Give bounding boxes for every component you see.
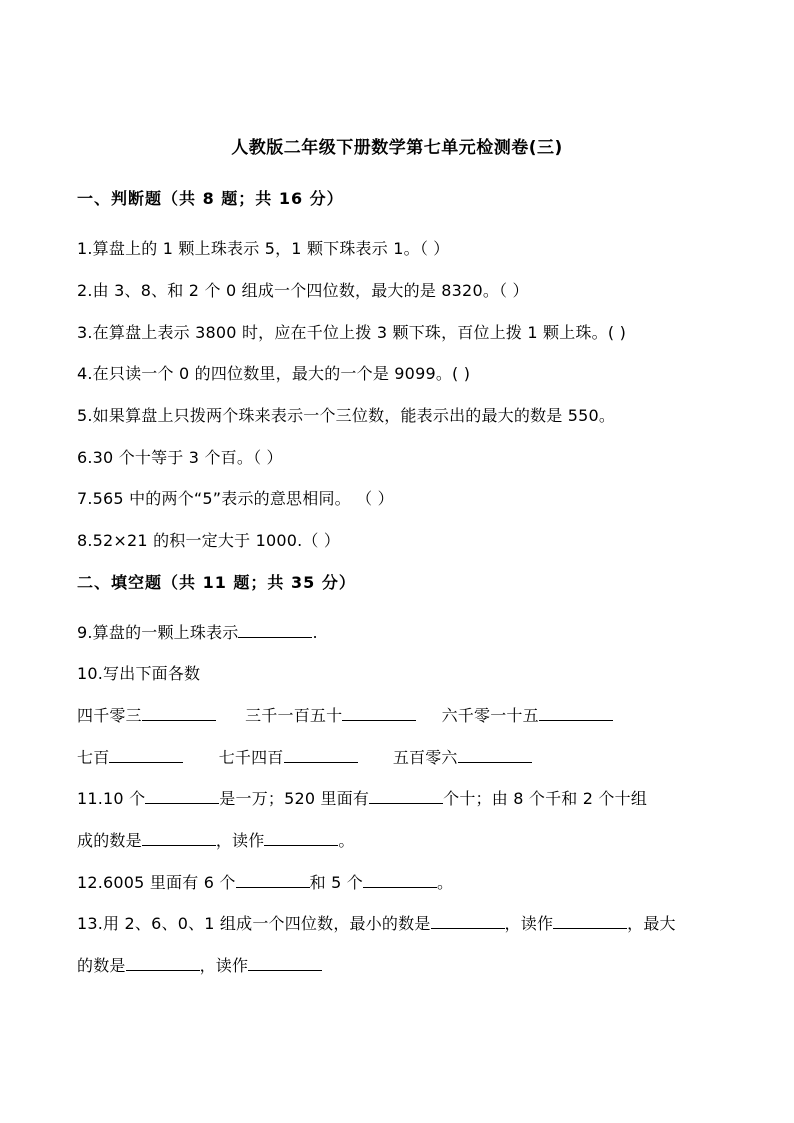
answer-blank[interactable]	[284, 748, 358, 763]
question-5: 5.如果算盘上只拨两个珠来表示一个三位数，能表示出的最大的数是 550。	[77, 406, 616, 425]
question-7: 7.565 中的两个“5”表示的意思相同。 （ ）	[77, 489, 394, 508]
number-word: 三千一百五十	[245, 706, 343, 725]
question-12-text: 和 5 个	[309, 873, 363, 892]
answer-blank[interactable]	[342, 706, 416, 721]
question-2: 2.由 3、8、和 2 个 0 组成一个四位数，最大的是 8320。（ ）	[77, 281, 529, 300]
answer-blank[interactable]	[238, 623, 312, 638]
answer-blank[interactable]	[363, 873, 437, 888]
number-word: 六千零一十五	[441, 706, 539, 725]
answer-blank[interactable]	[539, 706, 613, 721]
question-11-text: 。	[338, 831, 355, 850]
question-6: 6.30 个十等于 3 个百。（ ）	[77, 448, 283, 467]
question-10-heading: 10.写出下面各数	[77, 664, 201, 683]
question-12-text: 12.6005 里面有 6 个	[77, 873, 236, 892]
question-13-text: 13.用 2、6、0、1 组成一个四位数，最小的数是	[77, 914, 431, 933]
section-heading-judgement: 一、判断题（共 8 题；共 16 分）	[77, 189, 344, 208]
question-13-text: 的数是	[77, 956, 126, 975]
question-11-text: ，读作	[215, 831, 265, 850]
question-9-text: 9.算盘的一颗上珠表示	[77, 623, 239, 642]
question-13-line-1	[77, 911, 676, 934]
number-word-item	[442, 703, 613, 726]
question-9-suffix: .	[312, 623, 318, 642]
question-10-row-1	[77, 703, 613, 726]
answer-blank[interactable]	[264, 831, 338, 846]
answer-blank[interactable]	[553, 914, 627, 929]
answer-blank[interactable]	[431, 914, 505, 929]
answer-blank[interactable]	[126, 956, 200, 971]
answer-blank[interactable]	[458, 748, 532, 763]
question-8: 8.52×21 的积一定大于 1000.（ ）	[77, 531, 341, 550]
number-word-item	[393, 745, 532, 768]
question-12-text: 。	[436, 873, 454, 892]
question-11-text: 成的数是	[77, 831, 142, 850]
answer-blank[interactable]	[236, 873, 310, 888]
number-word: 四千零三	[77, 706, 142, 725]
page-title: 人教版二年级下册数学第七单元检测卷(三)	[231, 138, 563, 158]
number-word-item	[219, 745, 358, 768]
number-word-item	[77, 745, 183, 768]
number-word: 七千四百	[218, 748, 284, 767]
question-3: 3.在算盘上表示 3800 时，应在千位上拨 3 颗下珠，百位上拨 1 颗上珠。( )	[77, 323, 627, 342]
question-11-text: 11.10 个	[77, 789, 146, 808]
answer-blank[interactable]	[142, 831, 216, 846]
question-13-text: ，最大	[627, 914, 676, 933]
question-11-text: 是一万；520 里面有	[219, 789, 370, 808]
answer-blank[interactable]	[145, 789, 219, 804]
number-word: 五百零六	[392, 748, 458, 767]
question-9	[77, 620, 318, 643]
section-heading-fill-blank: 二、填空题（共 11 题；共 35 分）	[77, 573, 356, 592]
number-word-item	[245, 703, 416, 726]
number-word-item	[77, 703, 216, 726]
question-11-text: 个十；由 8 个千和 2 个十组	[443, 789, 648, 808]
question-11-line-1	[77, 786, 647, 809]
question-13-text: ，读作	[504, 914, 554, 933]
question-13-line-2	[77, 953, 322, 976]
question-1: 1.算盘上的 1 颗上珠表示 5，1 颗下珠表示 1。（ ）	[77, 239, 450, 258]
question-10-row-2	[77, 745, 532, 768]
answer-blank[interactable]	[109, 748, 183, 763]
answer-blank[interactable]	[369, 789, 443, 804]
answer-blank[interactable]	[248, 956, 322, 971]
question-12	[77, 870, 453, 893]
answer-blank[interactable]	[142, 706, 216, 721]
question-11-line-2	[77, 828, 355, 851]
question-4: 4.在只读一个 0 的四位数里，最大的一个是 9099。( )	[77, 364, 471, 383]
number-word: 七百	[77, 748, 110, 767]
question-13-text: ，读作	[199, 956, 249, 975]
